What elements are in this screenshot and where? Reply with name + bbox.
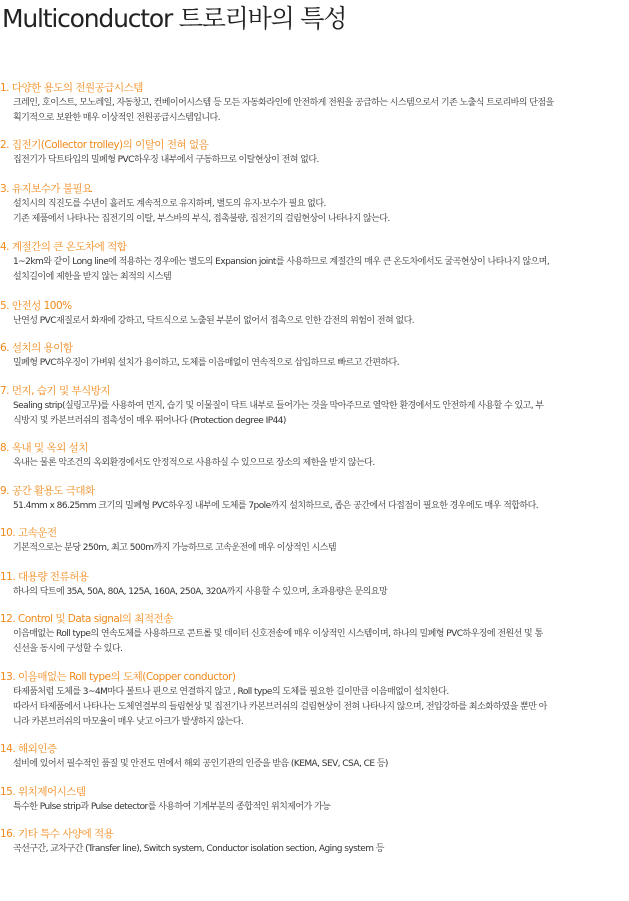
description-line: 따라서 타제품에서 나타나는 도체연결부의 들림현상 및 집전기나 카본브러쉬의 걸림현상이 전혀 나타나지 않으며, 전압강하를 최소화하였을 뿐만 아 [13,702,547,712]
description-line: Sealing strip(실링고무)를 사용하여 먼지, 습기 및 이물질이 닥트 내부로 들어가는 것을 막아주므로 열악한 환경에서도 안전하게 사용할 수 있고, 부 [13,401,544,411]
feature-title: 14. 해외인증 [0,743,57,755]
description-line: 난연성 PVC재질로서 화재에 강하고, 닥트식으로 노출된 부분이 없어서 접촉으로 인한 감전의 위험이 전혀 없다. [13,316,415,326]
feature-list [0,69,627,857]
description-line: 설치길이에 제한을 받지 않는 최적의 시스템 [13,272,172,282]
description-line: 하나의 닥트에 35A, 50A, 80A, 125A, 160A, 250A, 320A까지 사용할 수 있으며, 초과용량은 문의요망 [13,587,388,597]
feature-title: 15. 위치제어시스템 [0,786,86,798]
description-line: 기존 제품에서 나타나는 집전기의 이탈, 부스바의 부식, 접촉불량, 집전기의 걸림현상이 나타나지 않는다. [13,214,390,224]
feature-title: 13. 이음매없는 Roll type의 도체(Copper conductor) [0,671,236,683]
feature-description [0,153,627,168]
feature-title: 8. 옥내 및 옥외 설치 [0,442,88,454]
description-line: 집전기가 닥트타입의 밀폐형 PVC하우징 내부에서 구동하므로 이탈현상이 전혀 없다. [13,155,319,165]
feature-description [0,356,627,371]
feature-title: 10. 고속운전 [0,527,57,539]
feature-title: 12. Control 및 Data signal의 최적전송 [0,613,173,625]
feature-section [0,742,627,772]
description-line: 크레인, 호이스트, 모노레일, 자동창고, 컨베이어시스템 등 모든 자동화라인에 안전하게 전원을 공급하는 시스템으로서 기존 노출식 트로리바의 단점을 [13,98,554,108]
feature-description [0,541,627,556]
feature-description [0,499,627,514]
feature-title: 4. 계절간의 큰 온도차에 적합 [0,241,127,253]
description-line: 신선을 동시에 구성할 수 있다. [13,644,123,654]
feature-description [0,585,627,600]
description-line: 획기적으로 보완한 매우 이상적인 전원공급시스템입니다. [13,113,221,123]
description-line: 곡선구간, 교차구간 (Transfer line), Switch system, Conductor isolation section, Aging system 등 [13,844,384,854]
feature-description [0,197,627,227]
feature-section [0,612,627,657]
description-line: 식방지 및 카본브러쉬의 접촉성이 매우 뛰어나다 (Protection degree IP44) [13,416,286,426]
feature-title: 1. 다양한 용도의 전원공급시스템 [0,82,143,94]
feature-section [0,299,627,329]
feature-title: 16. 기타 특수 사양에 적용 [0,828,114,840]
feature-section [0,441,627,471]
feature-description [0,627,627,657]
description-line: 밀폐형 PVC하우징이 가벼워 설치가 용이하고, 도체를 이음매없이 연속적으로 삽입하므로 빠르고 간편하다. [13,358,399,368]
feature-description [0,456,627,471]
feature-description [0,314,627,329]
feature-section [0,785,627,815]
description-line: 설비에 있어서 필수적인 품질 및 안전도 면에서 해외 공인기관의 인증을 받음 (KEMA, SEV, CSA, CE 등) [13,759,388,769]
feature-section [0,526,627,556]
description-line: 51.4mm x 86.25mm 크기의 밀폐형 PVC하우징 내부에 도체를 7pole까지 설치하므로, 좁은 공간에서 다접점이 필요한 경우에도 매우 적합하다. [13,501,539,511]
feature-description [0,399,627,429]
feature-section [0,670,627,730]
feature-description [0,800,627,815]
feature-section [0,341,627,371]
feature-title: 2. 집전기(Collector trolley)의 이탈이 전혀 없음 [0,139,209,151]
feature-title: 3. 유지보수가 불필요 [0,183,92,195]
feature-title: 6. 설치의 용이함 [0,342,73,354]
feature-title: 11. 대용량 전류허용 [0,571,89,583]
feature-title: 9. 공간 활용도 극대화 [0,485,95,497]
description-line: 기본적으로는 분당 250m, 최고 500m까지 가능하므로 고속운전에 매우 이상적인 시스템 [13,543,337,553]
description-line: 니라 카본브러쉬의 마모율이 매우 낮고 아크가 발생하지 않는다. [13,717,244,727]
feature-section [0,240,627,285]
description-line: 옥내는 물론 악조건의 옥외환경에서도 안정적으로 사용하실 수 있으므로 장소의 제한을 받지 않는다. [13,458,375,468]
description-line: 설치시의 직진도를 수년이 흘러도 계속적으로 유지하며, 별도의 유지·보수가 필요 없다. [13,199,326,209]
description-line: 타제품처럼 도체를 3~4M마다 볼트나 핀으로 연결하지 않고 , Roll type의 도체를 필요한 길이만큼 이음매없이 설치한다. [13,687,449,697]
description-line: 특수한 Pulse strip과 Pulse detector를 사용하여 기계부분의 종합적인 위치제어가 가능 [13,802,331,812]
feature-section [0,827,627,857]
feature-description [0,757,627,772]
description-line: 이음매없는 Roll type의 연속도체를 사용하므로 콘트롤 및 데이터 신호전송에 매우 이상적인 시스템이며, 하나의 밀폐형 PVC하우징에 전원선 및 통 [13,629,543,639]
feature-section [0,138,627,168]
feature-description [0,255,627,285]
feature-section [0,570,627,600]
description-line: 1~2km와 같이 Long line에 적용하는 경우에는 별도의 Expansion joint를 사용하므로 계절간의 매우 큰 온도차에서도 굴곡현상이 나타나지 않으며, [13,257,550,267]
feature-section [0,484,627,514]
feature-title: 5. 안전성 100% [0,300,72,312]
feature-section [0,81,627,126]
feature-section [0,384,627,429]
feature-title: 7. 먼지, 습기 및 부식방지 [0,385,110,397]
feature-description [0,842,627,857]
page-title: Multiconductor 트로리바의 특성 [2,4,347,33]
feature-description [0,685,627,730]
feature-description [0,96,627,126]
feature-section [0,182,627,227]
